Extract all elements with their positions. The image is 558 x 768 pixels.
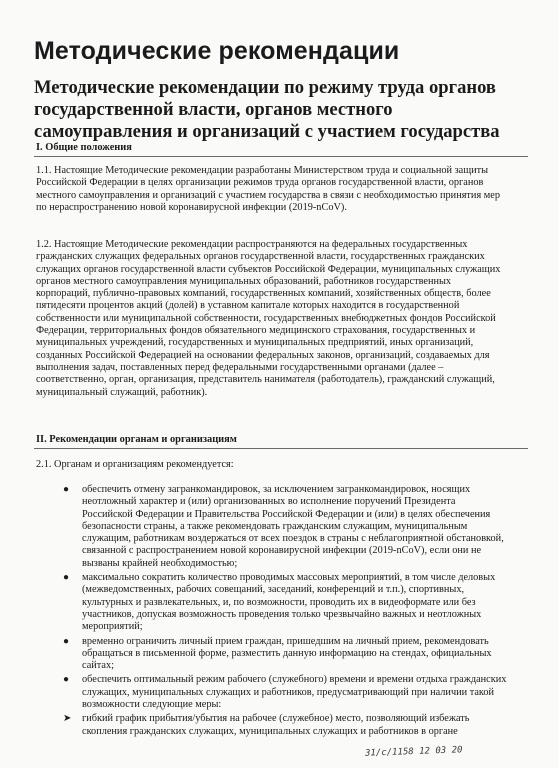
list-item <box>60 572 508 633</box>
list-item <box>60 674 508 711</box>
handwritten-registration-note: 31/с/1158 12 03 20 <box>364 745 463 759</box>
section-2-divider <box>34 448 528 449</box>
paragraph-1-1: 1.1. Настоящие Методические рекомендации разработаны Министерством труда и социальной защиты Российской Федерации в целях организации режимов труда органов государственной власти, органов местного самоуправления и организаций с участием государства в связи с необходимостью принятия мер по нераспространению новой коронавирусной инфекции (2019-nCoV). <box>36 165 500 213</box>
list-item <box>60 484 508 570</box>
paragraph-2-1: 2.1. Органам и организациям рекомендуется: <box>36 459 234 470</box>
list-item-text: гибкий график прибытия/убытия на рабочее (служебное) место, позволяющий избежать скопления гражданских служащих, муниципальных служащих и работников в органе <box>82 713 470 737</box>
arrow-bullet-icon: ➤ <box>63 713 72 725</box>
section-1-heading: I. Общие положения <box>36 142 132 153</box>
list-item <box>60 636 508 673</box>
list-item-text: временно ограничить личный прием граждан, пришедшим на личный прием, рекомендовать обращаться в письменной форме, разместить данную информацию на стендах, официальных сайтах; <box>82 635 492 672</box>
list-item-text: обеспечить отмену загранкомандировок, за исключением загранкомандировок, носящих неотложный характер и (или) организованных во исполнение поручений Президента Российской Федерации и Правительства Российской Федерации и (или) в целях обеспечения безопасности страны, а также рекомендовать гражданским служащим, муниципальным служащим, работникам воздержаться от всех поездок в страны с неблагоприятной обстановкой, связанной с распространением новой коронавирусной инфекции (2019-nCoV), если они не вызваны крайней необходимостью; <box>82 484 504 569</box>
list-item-text: обеспечить оптимальный режим рабочего (служебного) времени и времени отдыха гражданских служащих, муниципальных служащих и работников, предусматривающий при наличии такой возможности следующие меры: <box>82 674 507 711</box>
list-item <box>60 713 508 738</box>
recommendations-list <box>60 484 508 740</box>
section-1-divider <box>34 156 528 157</box>
list-item-text: максимально сократить количество проводимых массовых мероприятий, в том числе деловых (межведомственных, рабочих совещаний, заседаний, конференций и т.п.), спортивных, культурных и развлекательных, и, по возможности, проводить их в видеоформате или без участников, допуская возможность проведения только чрезвычайно важных и неотложных мероприятий; <box>82 572 496 633</box>
paragraph-1-2: 1.2. Настоящие Методические рекомендации распространяются на федеральных государственных гражданских служащих федеральных органов государственной власти, государственных гражданских служащих органов государственной власти субъектов Российской Федерации, муниципальных служащих органов местного самоуправления муниципальных образований, работников государственных корпораций, публично-правовых компаний, государственных компаний, хозяйственных обществ, более пятидесяти процентов акций (долей) в уставном капитале которых находится в государственной собственности или муниципальной собственности, государственных внебюджетных фондов Российской Федерации, территориальных фондов обязательного медицинского страхования, государственных и муниципальных учреждений, государственных и муниципальных предприятий, иных организаций, созданных Российской Федерацией на основании федеральных законов, организаций, создаваемых для выполнения задач, поставленных перед федеральными государственными органами (далее – соответственно, орган, организация, представитель нанимателя (работодатель), гражданский служащий, муниципальный служащий, работник). <box>36 239 501 398</box>
bullet-icon: ● <box>63 635 70 647</box>
bullet-icon: ● <box>63 484 70 495</box>
bullet-icon: ● <box>63 572 70 584</box>
document-subtitle: Методические рекомендации по режиму труда органов государственной власти, органов местного самоуправления и организаций с участием государства <box>34 77 500 142</box>
section-2-heading: II. Рекомендации органам и организациям <box>36 434 237 445</box>
bullet-icon: ● <box>63 674 70 686</box>
document-title: Методические рекомендации <box>34 37 400 65</box>
